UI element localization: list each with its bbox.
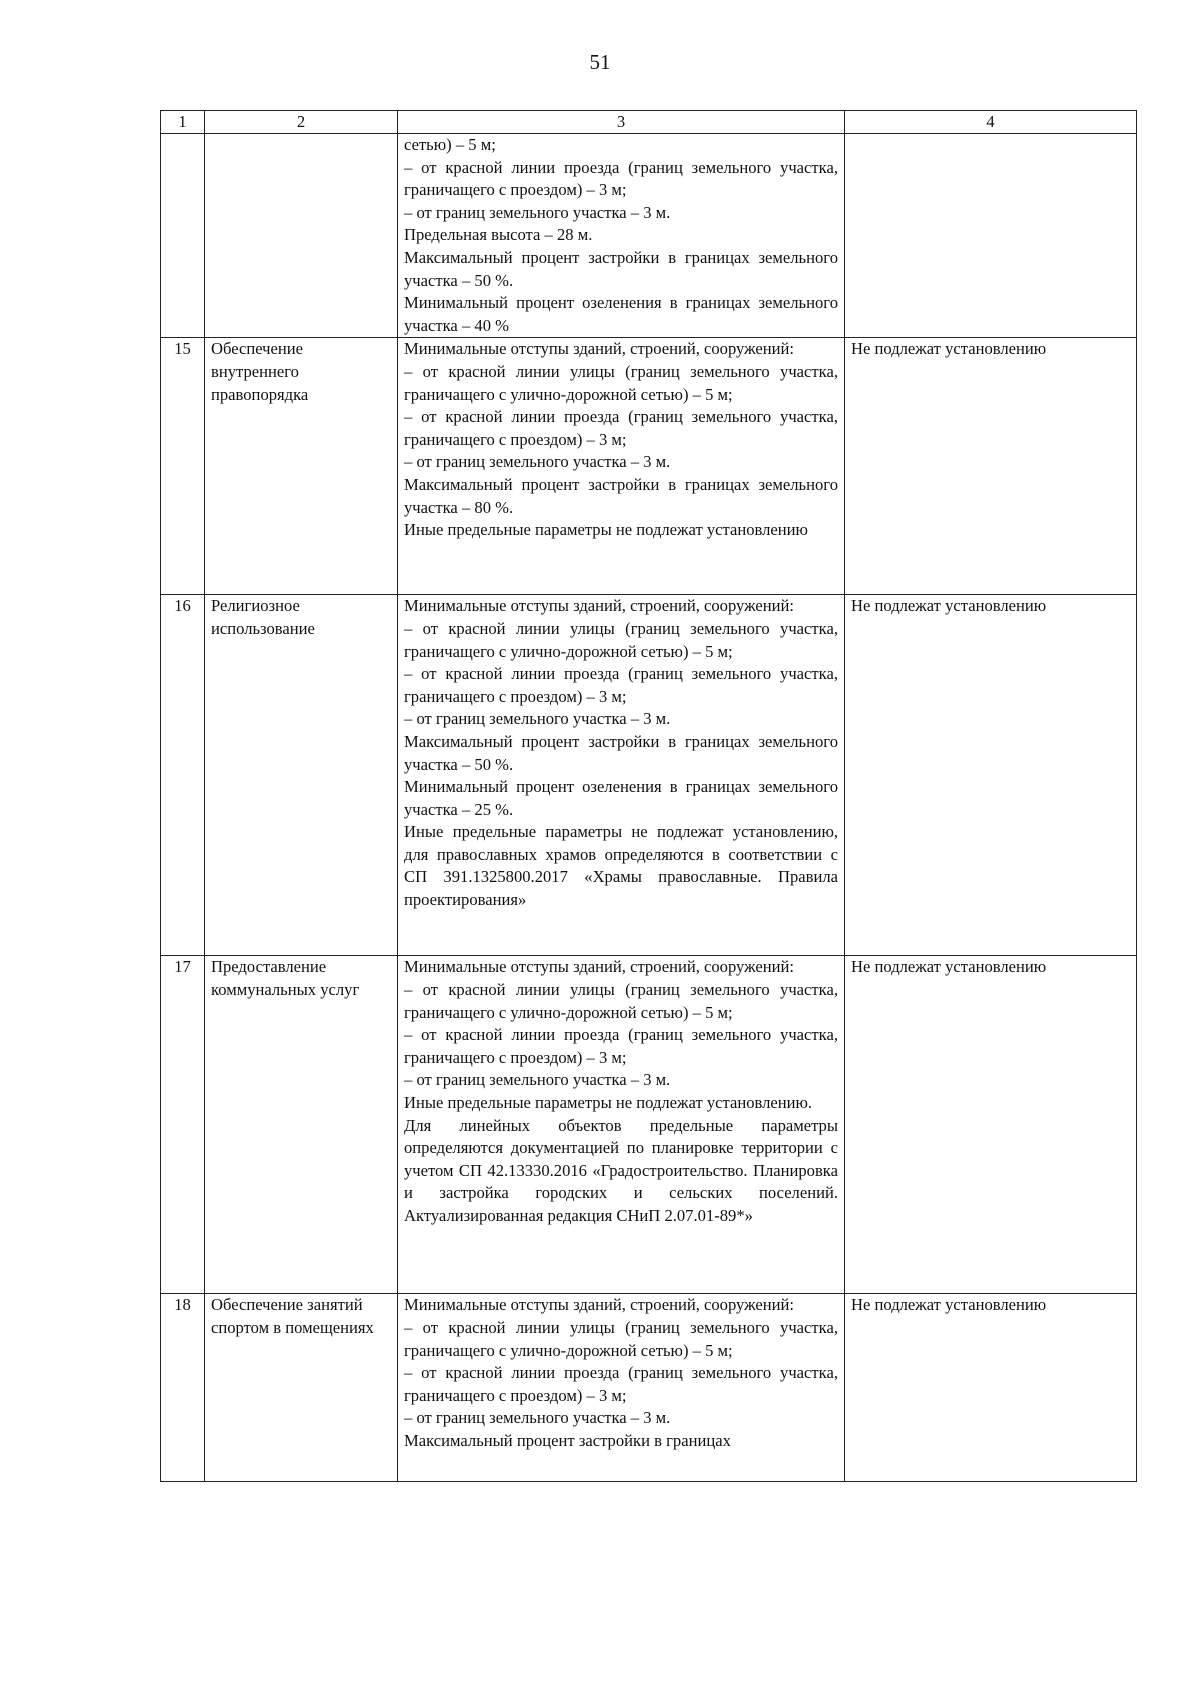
- header-cell: 2: [205, 111, 398, 134]
- parameter-paragraph: – от красной линии проезда (границ земельного участка, граничащего с проездом) – 3 м;: [404, 407, 838, 449]
- parameter-paragraph: – от границ земельного участка – 3 м.: [404, 1408, 671, 1428]
- parameter-paragraph: – от красной линии улицы (границ земельного участка, граничащего с улично-дорожной сетью) – 5 м;: [404, 361, 838, 404]
- parameter-paragraph: – от красной линии улицы (границ земельного участка, граничащего с улично-дорожной сетью) – 5 м;: [404, 1317, 838, 1360]
- land-use-type: Обеспечение внутреннего правопорядка: [205, 338, 398, 595]
- limit-parameters: [398, 595, 845, 956]
- land-use-type: Обеспечение занятий спортом в помещениях: [205, 1294, 398, 1482]
- land-use-type: Предоставление коммунальных услуг: [205, 956, 398, 1294]
- row-number: [161, 134, 205, 338]
- parameter-paragraph: – от красной линии проезда (границ земельного участка, граничащего с проездом) – 3 м;: [404, 664, 838, 706]
- parameter-paragraph: – от красной линии проезда (границ земельного участка, граничащего с проездом) – 3 м;: [404, 1025, 838, 1067]
- parameter-paragraph: Минимальные отступы зданий, строений, сооружений:: [404, 339, 794, 359]
- parameter-paragraph: Минимальный процент озеленения в границах земельного участка – 40 %: [404, 293, 838, 335]
- land-use-type: [205, 134, 398, 338]
- land-use-type: Религиозное использование: [205, 595, 398, 956]
- limit-parameters: [398, 1294, 845, 1482]
- limit-parameters: [398, 134, 845, 338]
- parameter-paragraph: – от красной линии улицы (границ земельного участка, граничащего с улично-дорожной сетью) – 5 м;: [404, 979, 838, 1022]
- header-cell: 3: [398, 111, 845, 134]
- parameter-paragraph: Максимальный процент застройки в границах земельного участка – 50 %.: [404, 731, 838, 774]
- restrictions-note: [845, 134, 1137, 338]
- parameter-paragraph: Предельная высота – 28 м.: [404, 225, 593, 245]
- parameter-paragraph: Максимальный процент застройки в границах земельного участка – 80 %.: [404, 474, 838, 517]
- parameter-paragraph: – от границ земельного участка – 3 м.: [404, 452, 671, 472]
- parameter-paragraph: Максимальный процент застройки в границах: [404, 1430, 731, 1450]
- restrictions-note: Не подлежат установлению: [845, 956, 1137, 1294]
- limit-parameters: [398, 338, 845, 595]
- parameter-paragraph: – от границ земельного участка – 3 м.: [404, 709, 671, 729]
- parameter-paragraph: сетью) – 5 м;: [404, 135, 496, 154]
- header-cell: 1: [161, 111, 205, 134]
- restrictions-note: Не подлежат установлению: [845, 1294, 1137, 1482]
- table-row: [161, 1294, 1137, 1482]
- parameter-paragraph: Минимальный процент озеленения в границах земельного участка – 25 %.: [404, 777, 838, 819]
- parameter-paragraph: – от красной линии улицы (границ земельного участка, граничащего с улично-дорожной сетью) – 5 м;: [404, 618, 838, 661]
- row-number: 16: [161, 595, 205, 956]
- parameter-paragraph: Иные предельные параметры не подлежат установлению: [404, 520, 808, 540]
- parameter-paragraph: Иные предельные параметры не подлежат установлению.: [404, 1092, 813, 1112]
- limit-parameters: [398, 956, 845, 1294]
- page-number: 51: [589, 50, 611, 74]
- row-number: 15: [161, 338, 205, 595]
- parameter-paragraph: Иные предельные параметры не подлежат установлению, для православных храмов определяются в соответствии с СП 391.1325800.2017 «Храмы православные. Правила проектирования»: [404, 822, 838, 910]
- parameter-paragraph: – от красной линии проезда (границ земельного участка, граничащего с проездом) – 3 м;: [404, 157, 838, 200]
- row-number: 18: [161, 1294, 205, 1482]
- table-row: [161, 338, 1137, 595]
- parameter-paragraph: – от красной линии проезда (границ земельного участка, граничащего с проездом) – 3 м;: [404, 1363, 838, 1405]
- header-cell: 4: [845, 111, 1137, 134]
- table-header-row: [161, 111, 1137, 134]
- parameter-paragraph: – от границ земельного участка – 3 м.: [404, 202, 671, 222]
- parameter-paragraph: Минимальные отступы зданий, строений, сооружений:: [404, 596, 794, 616]
- zoning-parameters-table: [160, 110, 1137, 1482]
- table-row: [161, 956, 1137, 1294]
- restrictions-note: Не подлежат установлению: [845, 338, 1137, 595]
- table-row: [161, 595, 1137, 956]
- restrictions-note: Не подлежат установлению: [845, 595, 1137, 956]
- parameter-paragraph: – от границ земельного участка – 3 м.: [404, 1070, 671, 1090]
- table-row: [161, 134, 1137, 338]
- row-number: 17: [161, 956, 205, 1294]
- parameter-paragraph: Для линейных объектов предельные параметры определяются документацией по планировке территории с учетом СП 42.13330.2016 «Градостроительство. Планировка и застройка городских и сельских поселений. Актуализированная редакция СНиП 2.07.01-89*»: [404, 1115, 838, 1225]
- parameter-paragraph: Максимальный процент застройки в границах земельного участка – 50 %.: [404, 247, 838, 290]
- parameter-paragraph: Минимальные отступы зданий, строений, сооружений:: [404, 957, 794, 977]
- parameter-paragraph: Минимальные отступы зданий, строений, сооружений:: [404, 1295, 794, 1315]
